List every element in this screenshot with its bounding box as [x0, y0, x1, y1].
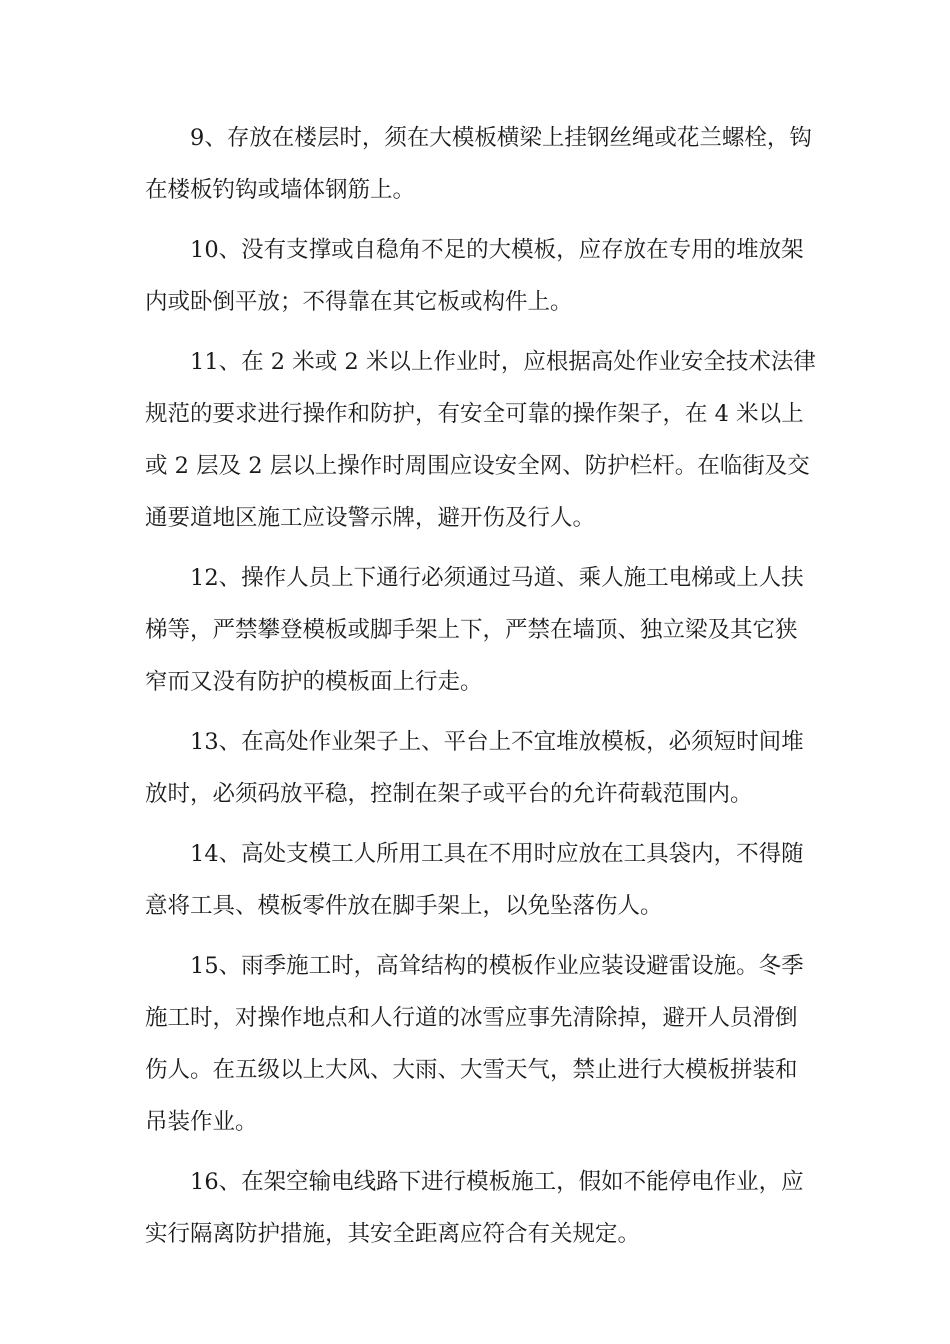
paragraph-line: 13、在高处作业架子上、平台上不宜堆放模板，必须短时间堆	[190, 729, 804, 755]
paragraph-line: 放时，必须码放平稳，控制在架子或平台的允许荷载范围内。	[145, 781, 753, 807]
paragraph-16	[145, 1156, 805, 1260]
paragraph-10	[145, 224, 805, 328]
paragraph-11	[145, 336, 816, 544]
paragraph-9	[145, 112, 812, 216]
paragraph-12	[145, 552, 805, 708]
paragraph-line: 实行隔离防护措施，其安全距离应符合有关规定。	[145, 1221, 641, 1247]
paragraph-line: 施工时，对操作地点和人行道的冰雪应事先清除掉，避开人员滑倒	[145, 1005, 798, 1031]
paragraph-line: 在楼板钓钩或墙体钢筋上。	[145, 177, 416, 203]
paragraph-line: 9、存放在楼层时，须在大模板横梁上挂钢丝绳或花兰螺栓，钩	[190, 125, 812, 151]
paragraph-line: 16、在架空输电线路下进行模板施工，假如不能停电作业，应	[190, 1169, 804, 1195]
paragraph-line: 或 2 层及 2 层以上操作时周围应设安全网、防护栏杆。在临街及交	[145, 453, 810, 479]
paragraph-line: 14、高处支模工人所用工具在不用时应放在工具袋内，不得随	[190, 841, 804, 867]
paragraph-14	[145, 828, 805, 932]
paragraph-line: 梯等，严禁攀登模板或脚手架上下，严禁在墙顶、独立梁及其它狭	[145, 617, 798, 643]
document-body	[145, 112, 816, 1268]
paragraph-line: 内或卧倒平放；不得靠在其它板或构件上。	[145, 289, 573, 315]
paragraph-line: 12、操作人员上下通行必须通过马道、乘人施工电梯或上人扶	[190, 565, 804, 591]
paragraph-line: 意将工具、模板零件放在脚手架上，以免坠落伤人。	[145, 893, 663, 919]
paragraph-line: 10、没有支撑或自稳角不足的大模板，应存放在专用的堆放架	[190, 237, 804, 263]
paragraph-line: 规范的要求进行操作和防护，有安全可靠的操作架子，在 4 米以上	[145, 401, 804, 427]
paragraph-13	[145, 716, 805, 820]
paragraph-line: 15、雨季施工时，高耸结构的模板作业应装设避雷设施。冬季	[190, 953, 804, 979]
paragraph-15	[145, 940, 805, 1148]
paragraph-line: 11、在 2 米或 2 米以上作业时，应根据高处作业安全技术法律	[190, 349, 816, 375]
paragraph-line: 伤人。在五级以上大风、大雨、大雪天气，禁止进行大模板拼装和	[145, 1057, 798, 1083]
paragraph-line: 窄而又没有防护的模板面上行走。	[145, 669, 483, 695]
paragraph-line: 通要道地区施工应设警示牌，避开伤及行人。	[145, 505, 596, 531]
paragraph-line: 吊装作业。	[145, 1109, 258, 1135]
